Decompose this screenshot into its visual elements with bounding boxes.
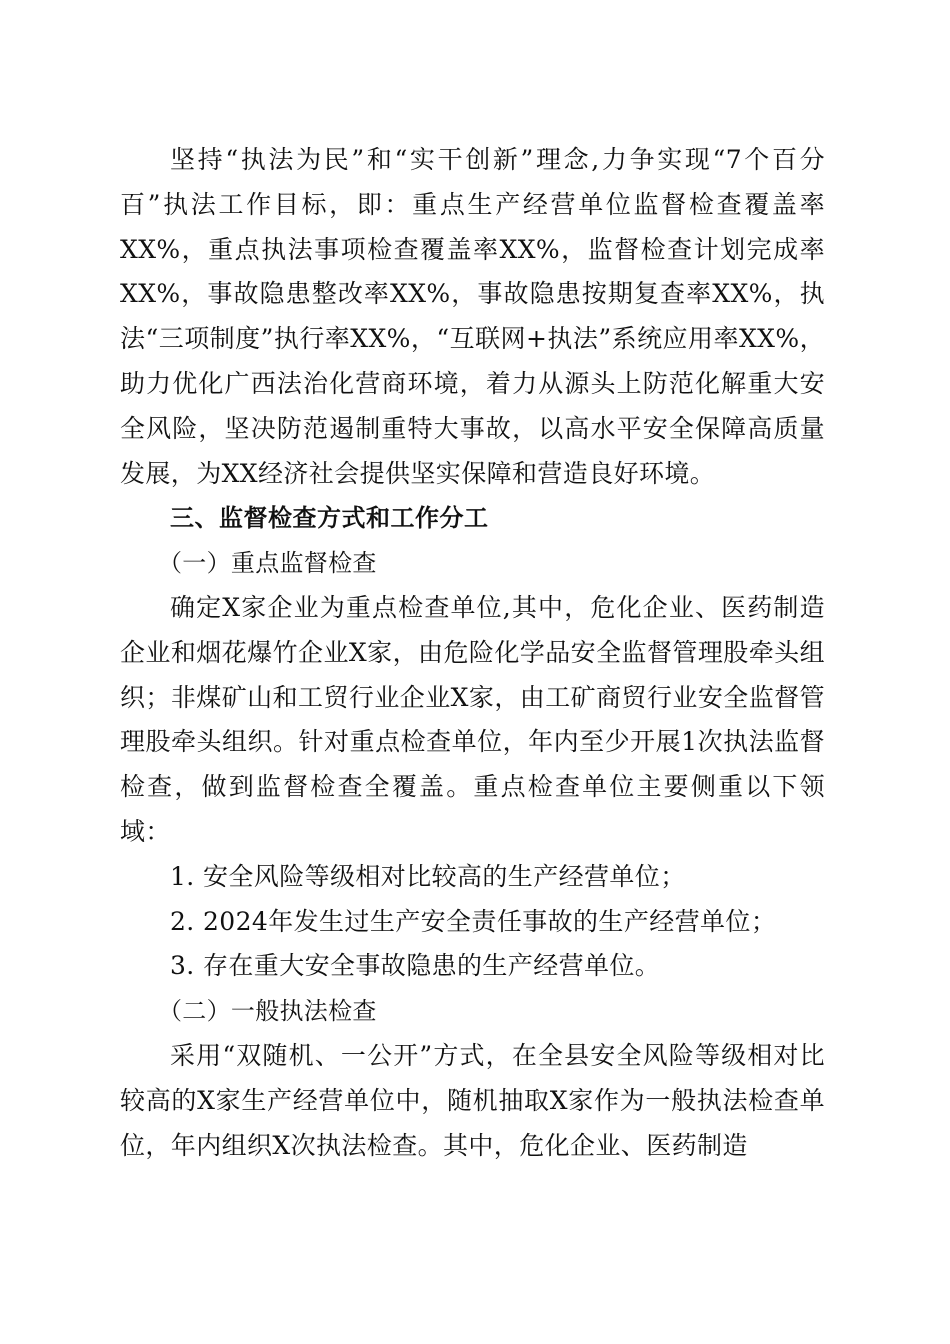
paragraph-general-inspection: 采用“双随机、一公开”方式，在全县安全风险等级相对比较高的X家生产经营单位中，随机抽取X家作为一般执法检查单位，年内组织X次执法检查。其中，危化企业、医药制造 — [120, 1040, 825, 1160]
section-heading-3: 三、监督检查方式和工作分工 — [170, 504, 489, 533]
list-item: 1. 安全风险等级相对比较高的生产经营单位； — [170, 861, 686, 891]
paragraph-key-inspection: 确定X家企业为重点检查单位,其中，危化企业、医药制造企业和烟花爆竹企业X家，由危险化学品安全监督管理股牵头组织；非煤矿山和工贸行业企业X家，由工矿商贸行业安全监督管理股牵头组织。针对重点检查单位，年内至少开展1次执法监督检查，做到监督检查全覆盖。重点检查单位主要侧重以下领域： — [120, 592, 825, 846]
list-item: 3. 存在重大安全事故隐患的生产经营单位。 — [170, 951, 661, 981]
list-item: 2. 2024年发生过生产安全责任事故的生产经营单位； — [170, 906, 777, 936]
subsection-heading-2: （二）一般执法检查 — [158, 997, 377, 1026]
subsection-heading-1: （一）重点监督检查 — [158, 549, 377, 578]
paragraph-targets: 坚持“执法为民”和“实干创新”理念,力争实现“7个百分百”执法工作目标，即：重点生产经营单位监督检查覆盖率XX%，重点执法事项检查覆盖率XX%，监督检查计划完成率XX%，事故隐患整改率XX%，事故隐患按期复查率XX%，执法“三项制度”执行率XX%，“互联网+执法”系统应用率XX%，助力优化广西法治化营商环境，着力从源头上防范化解重大安全风险，坚决防范遏制重特大事故，以高水平安全保障高质量发展，为XX经济社会提供坚实保障和营造良好环境。 — [120, 145, 825, 488]
document-page — [120, 138, 825, 1168]
